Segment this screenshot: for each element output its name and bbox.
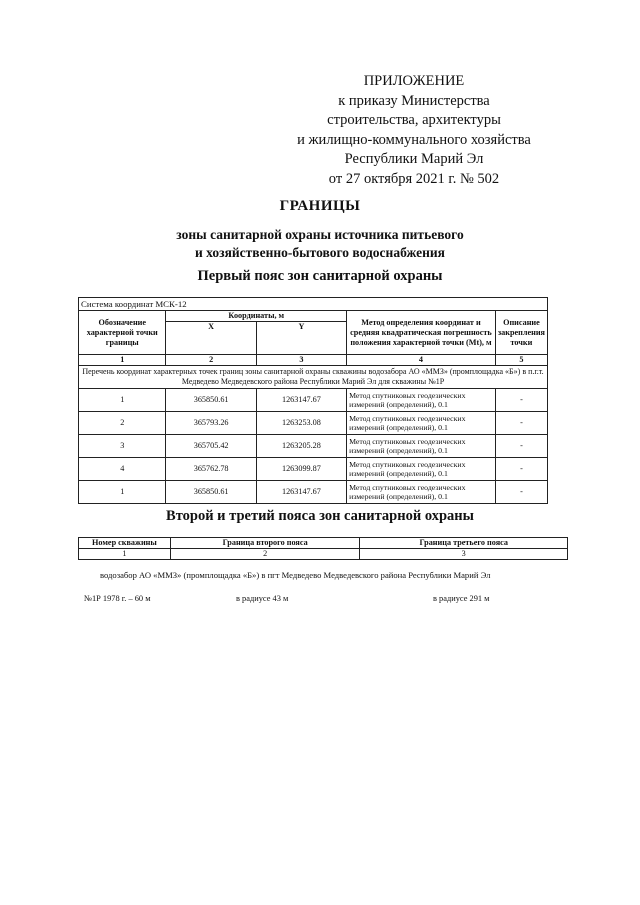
cell-y: 1263147.67 [256,481,346,504]
cell-description: - [495,389,547,412]
column-number: 3 [360,549,568,560]
intake-note: водозабор АО «ММЗ» (промплощадка «Б») в пгт Медведево Медведевского района Республики Марий Эл [100,570,491,580]
cell-description: - [495,435,547,458]
appendix-line: и жилищно-коммунального хозяйства [297,131,531,148]
cell-y: 1263147.67 [256,389,346,412]
header-coordinates: Координаты, м [166,311,347,322]
column-number: 5 [495,355,547,366]
cell-y: 1263253.08 [256,412,346,435]
header-x: X [166,322,256,355]
appendix-line: ПРИЛОЖЕНИЕ [363,73,465,89]
belts-table [78,537,568,560]
subtitle-line-1: зоны санитарной охраны источника питьевого [176,227,464,242]
table-header-row [79,311,548,322]
cell-x: 365850.61 [166,389,256,412]
cell-y: 1263205.28 [256,435,346,458]
cell-description: - [495,481,547,504]
coordinate-system: Система координат МСК-12 [79,298,548,311]
table-row [79,481,548,504]
cell-description: - [495,412,547,435]
column-number: 1 [79,549,171,560]
cell-point: 2 [79,412,166,435]
list-caption-row [79,366,548,389]
cell-point: 3 [79,435,166,458]
second-belt-value: в радиусе 43 м [236,594,289,603]
cell-x: 365850.61 [166,481,256,504]
well-value: №1Р 1978 г. – 60 м [84,594,151,603]
cell-method: Метод спутниковых геодезических измерений (определений), 0.1 [347,435,496,458]
third-belt-value: в радиусе 291 м [433,594,490,603]
header-second-belt: Граница второго пояса [170,538,360,549]
cell-x: 365762.78 [166,458,256,481]
document-subtitle [0,226,640,262]
table-row [79,458,548,481]
appendix-line: от 27 октября 2021 г. № 502 [328,170,500,187]
cell-description: - [495,458,547,481]
cell-point: 1 [79,389,166,412]
cell-method: Метод спутниковых геодезических измерений (определений), 0.1 [347,412,496,435]
cell-method: Метод спутниковых геодезических измерений (определений), 0.1 [347,389,496,412]
table-row [79,435,548,458]
appendix-line: строительства, архитектуры [327,112,501,128]
section-title-second-third-belt: Второй и третий пояса зон санитарной охраны [166,508,474,524]
appendix-block [284,72,544,189]
coordinate-system-row [79,298,548,311]
cell-method: Метод спутниковых геодезических измерений (определений), 0.1 [347,481,496,504]
list-caption: Перечень координат характерных точек границ зоны санитарной охраны скважины водозабора АО «ММЗ» (промплощадка «Б») в п.г.т. Медведево Медведевского района Республики Марий Эл для скважины №1Р [79,366,548,389]
header-y: Y [256,322,346,355]
header-third-belt: Граница третьего пояса [360,538,568,549]
section-title-first-belt: Первый пояс зон санитарной охраны [197,268,443,284]
column-number: 4 [347,355,496,366]
header-description: Описание закрепления точки [495,311,547,355]
appendix-line: к приказу Министерства [338,92,490,109]
column-number: 3 [256,355,346,366]
subtitle-line-2: и хозяйственно-бытового водоснабжения [195,245,445,260]
cell-point: 1 [79,481,166,504]
column-numbers-row [79,355,548,366]
cell-method: Метод спутниковых геодезических измерений (определений), 0.1 [347,458,496,481]
column-number: 2 [170,549,360,560]
header-point: Обозначение характерной точки границы [79,311,166,355]
header-well: Номер скважины [79,538,171,549]
table-row [79,389,548,412]
appendix-line: Республики Марий Эл [344,151,484,167]
column-number: 2 [166,355,256,366]
header-method: Метод определения координат и средняя квадратическая погрешность положения характерной точки (Mt), м [347,311,496,355]
coordinates-table [78,297,548,504]
table-header-row [79,538,568,549]
document-title: ГРАНИЦЫ [279,198,361,214]
cell-point: 4 [79,458,166,481]
column-number: 1 [79,355,166,366]
cell-y: 1263099.87 [256,458,346,481]
cell-x: 365705.42 [166,435,256,458]
cell-x: 365793.26 [166,412,256,435]
column-numbers-row [79,549,568,560]
table-row [79,412,548,435]
